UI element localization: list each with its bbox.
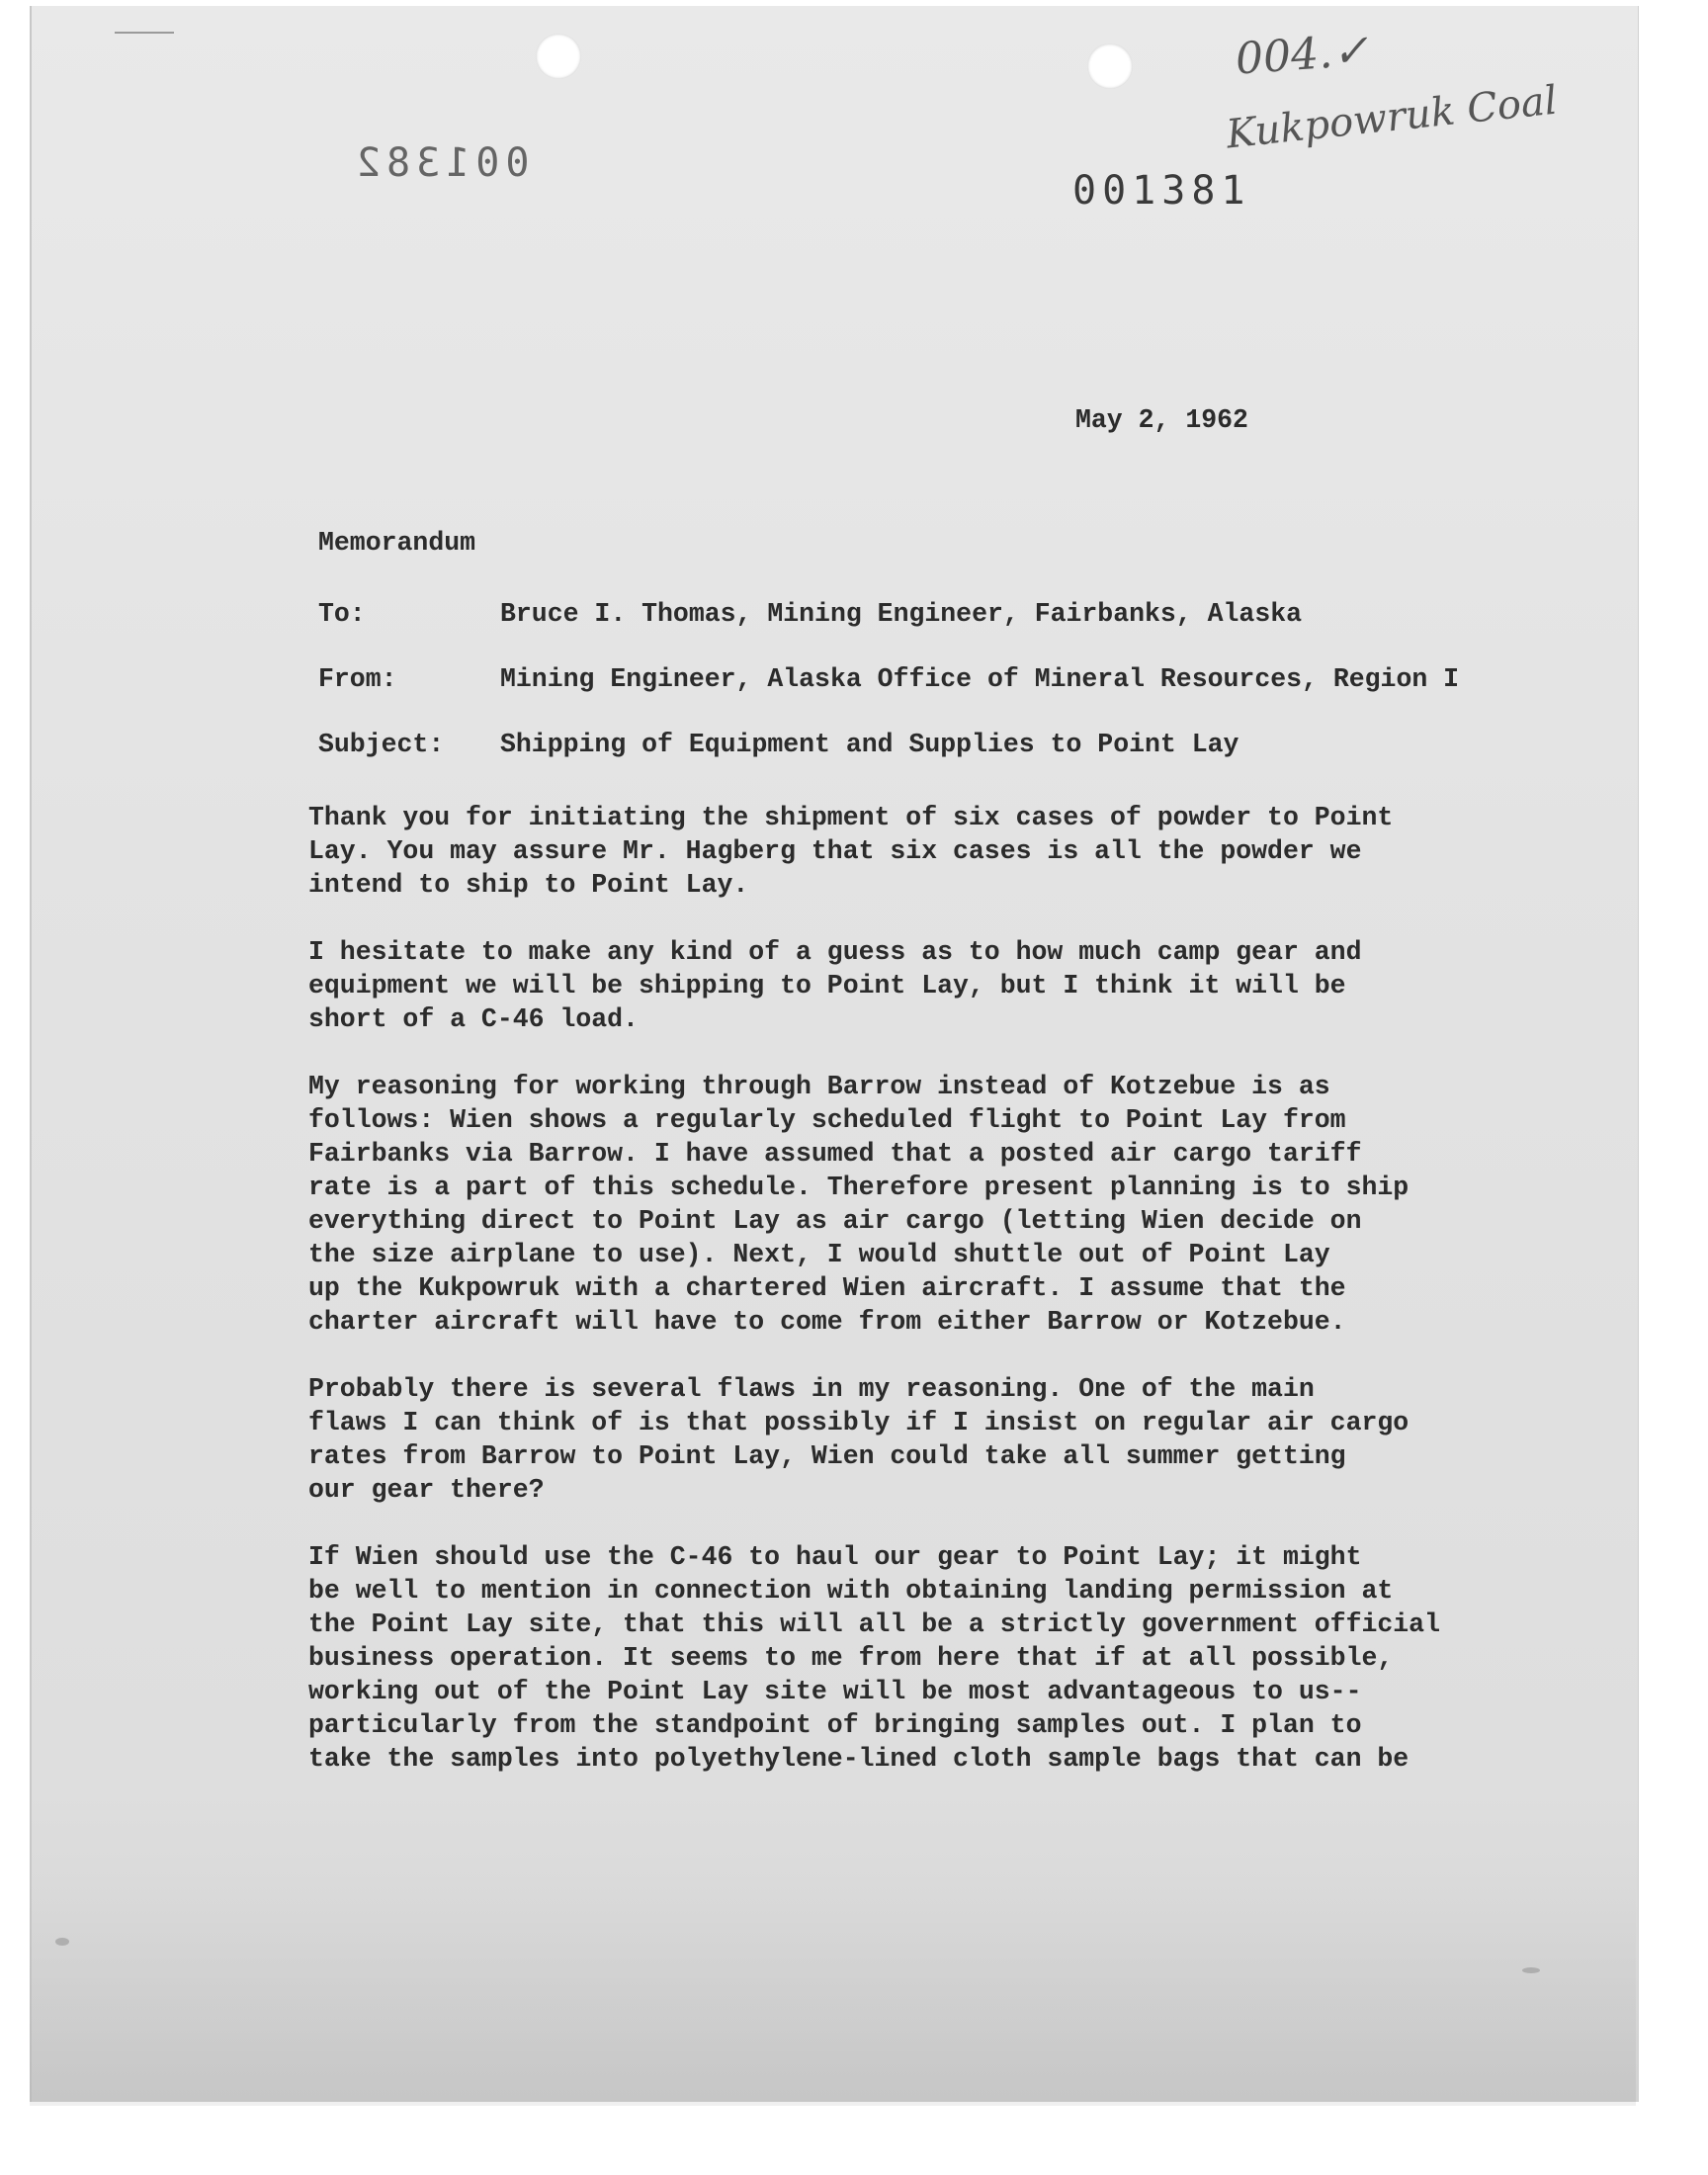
page-bottom-shading bbox=[30, 1878, 1636, 2106]
to-value: Bruce I. Thomas, Mining Engineer, Fairbanks, Alaska bbox=[500, 599, 1303, 629]
punch-hole bbox=[536, 34, 581, 79]
memo-date: May 2, 1962 bbox=[1075, 405, 1248, 435]
subject-label: Subject: bbox=[318, 730, 445, 759]
handwritten-annotation: Kukpowruk Coal bbox=[1224, 77, 1560, 158]
memo-subject-row bbox=[318, 728, 1238, 761]
memo-to-row bbox=[318, 597, 1302, 631]
from-value: Mining Engineer, Alaska Office of Mineral Resources, Region I bbox=[500, 664, 1460, 694]
from-label: From: bbox=[318, 664, 397, 694]
scan-smudge bbox=[1522, 1967, 1540, 1973]
document-stamp-number: 001381 bbox=[1072, 168, 1251, 214]
memo-title: Memorandum bbox=[318, 528, 476, 558]
memo-body bbox=[308, 801, 1504, 1809]
body-paragraph: Probably there is several flaws in my reasoning. One of the main flaws I can think of is that possibly if I insist on regular air cargo rates from Barrow to Point Lay, Wien could take all summer getting our gear there? bbox=[308, 1374, 1409, 1505]
memo-from-row bbox=[318, 662, 1459, 696]
subject-value: Shipping of Equipment and Supplies to Point Lay bbox=[500, 730, 1239, 759]
scan-smudge bbox=[55, 1938, 69, 1946]
corner-mark bbox=[115, 32, 174, 34]
handwritten-file-code: 004.✓ bbox=[1234, 25, 1371, 85]
body-paragraph: If Wien should use the C-46 to haul our gear to Point Lay; it might be well to mention in connection with obtaining landing permission at the Point Lay site, that this will all be a strictly government official business operation. It seems to me from here that if at all possible, working out of the Point Lay site will be most advantageous to us-- particularly from the standpoint of bringing samples out. I plan to take the samples into polyethylene-lined cloth sample bags that can be bbox=[308, 1542, 1440, 1774]
bleed-through-stamp-number: 001382 bbox=[351, 140, 530, 186]
body-paragraph: I hesitate to make any kind of a guess as to how much camp gear and equipment we will be shipping to Point Lay, but I think it will be short of a C-46 load. bbox=[308, 937, 1362, 1034]
body-paragraph: My reasoning for working through Barrow instead of Kotzebue is as follows: Wien shows a regularly scheduled flight to Point Lay from Fairbanks via Barrow. I have assumed that a posted air cargo tariff rate is a part of this schedule. Therefore present planning is to ship everything direct to Point Lay as air cargo (letting Wien decide on the size airplane to use). Next, I would shuttle out of Point Lay up the Kukpowruk with a chartered Wien aircraft. I assume that the charter aircraft will have to come from either Barrow or Kotzebue. bbox=[308, 1072, 1409, 1337]
to-label: To: bbox=[318, 599, 366, 629]
body-paragraph: Thank you for initiating the shipment of six cases of powder to Point Lay. You may assure Mr. Hagberg that six cases is all the powder we intend to ship to Point Lay. bbox=[308, 803, 1394, 900]
punch-hole bbox=[1087, 44, 1133, 89]
